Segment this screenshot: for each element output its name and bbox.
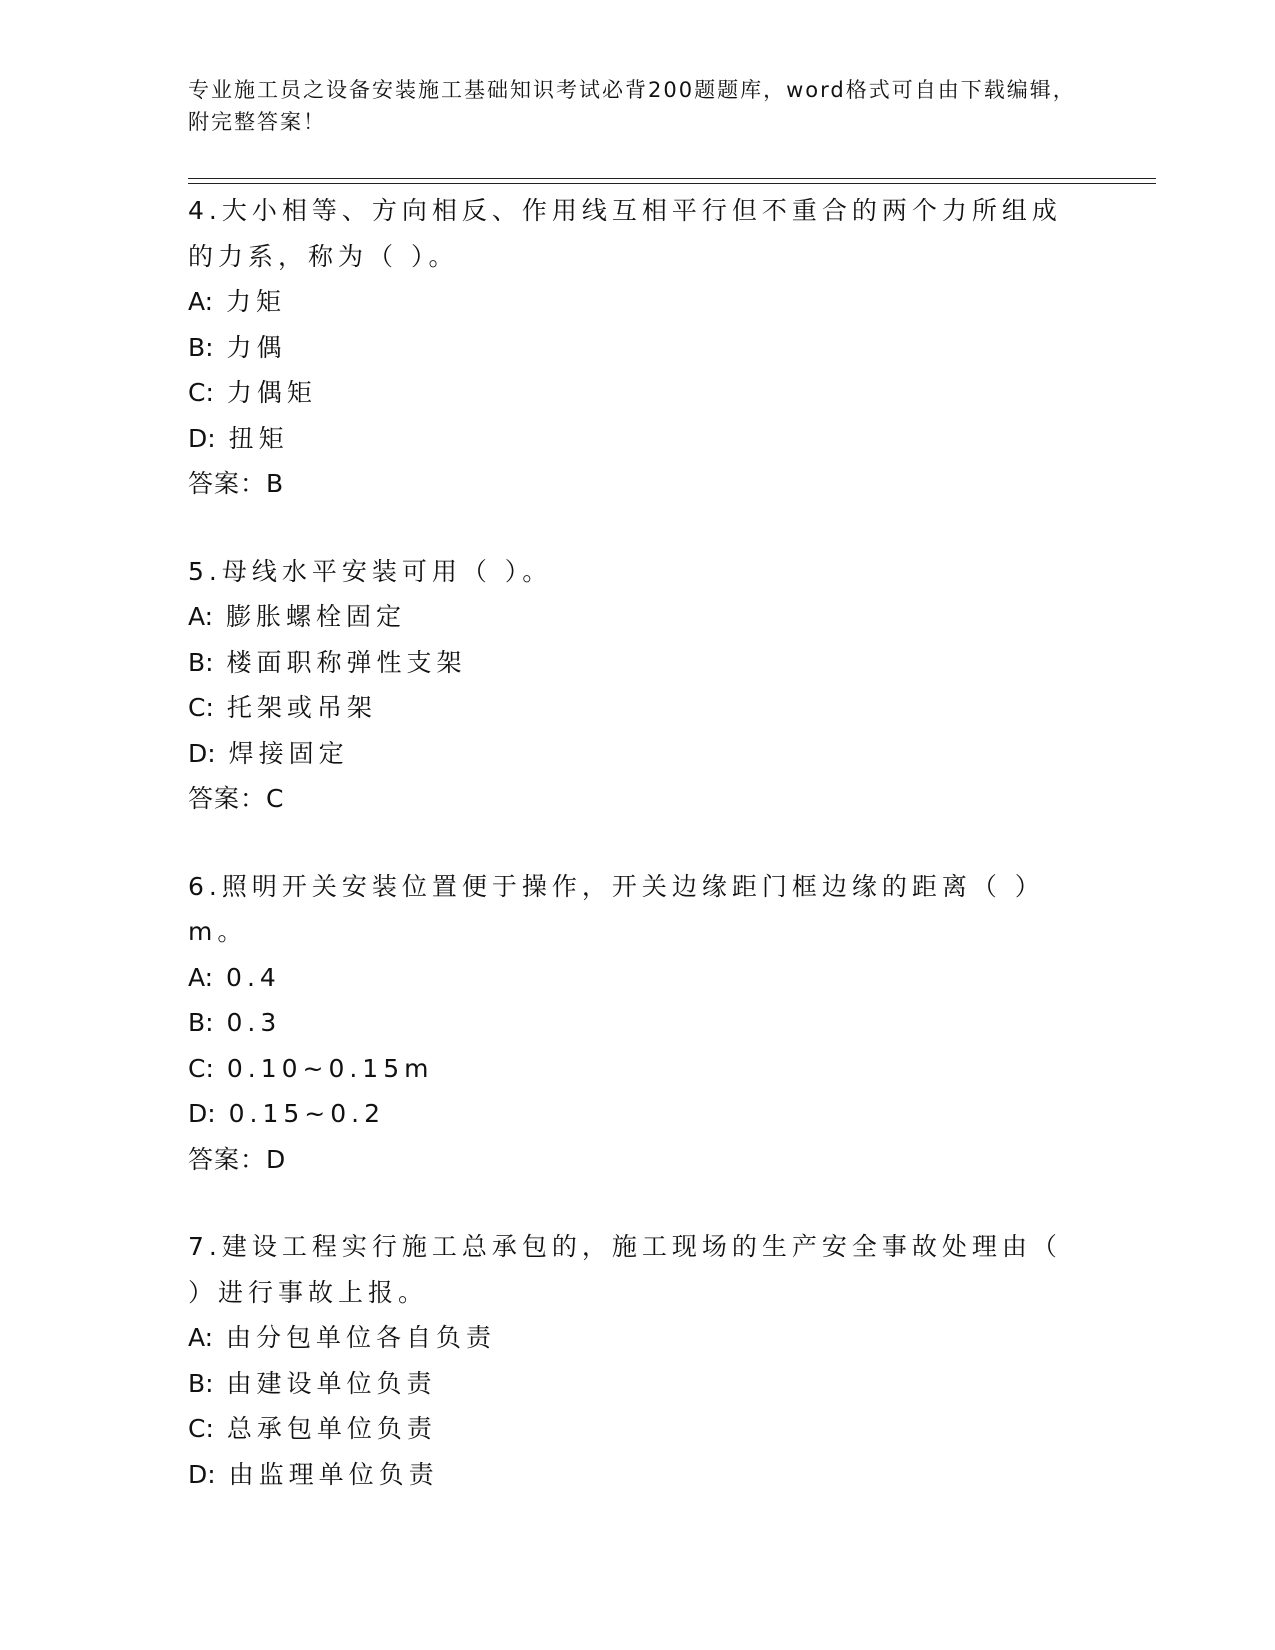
option-c xyxy=(188,685,1148,731)
option-text: 由监理单位负责 xyxy=(228,1459,439,1489)
option-text: 0.4 xyxy=(226,962,281,992)
option-d xyxy=(188,416,1148,462)
option-letter: C: xyxy=(188,1414,214,1443)
document-header: 专业施工员之设备安装施工基础知识考试必背200题题库，word格式可自由下载编辑，附完整答案！ xyxy=(188,78,1076,134)
question-stem: 5.母线水平安装可用（ ）。 xyxy=(188,556,553,586)
option-text: 扭矩 xyxy=(228,423,289,453)
option-d xyxy=(188,1452,1148,1498)
question-list xyxy=(188,188,1148,1539)
question-7 xyxy=(188,1224,1148,1497)
option-text: 楼面职称弹性支架 xyxy=(226,647,467,677)
option-letter: C: xyxy=(188,1053,214,1083)
option-letter: A: xyxy=(188,287,214,316)
option-d xyxy=(188,1091,1148,1137)
option-letter: B: xyxy=(188,1368,214,1398)
option-letter: C: xyxy=(188,378,214,407)
option-text: 总承包单位负责 xyxy=(226,1414,437,1443)
option-letter: D: xyxy=(188,1099,216,1128)
option-text: 力偶矩 xyxy=(226,378,317,407)
option-c xyxy=(188,370,1148,416)
option-text: 0.10~0.15m xyxy=(226,1053,434,1083)
answer-line: 答案：D xyxy=(188,1144,287,1174)
option-a xyxy=(188,594,1148,640)
header-divider xyxy=(188,178,1156,179)
option-text: 托架或吊架 xyxy=(226,693,377,722)
option-a xyxy=(188,1315,1148,1361)
option-letter: A: xyxy=(188,602,214,631)
option-letter: D: xyxy=(188,1459,216,1489)
option-letter: B: xyxy=(188,1008,214,1037)
option-b xyxy=(188,1361,1148,1407)
option-text: 由分包单位各自负责 xyxy=(226,1323,497,1352)
option-text: 焊接固定 xyxy=(228,738,349,768)
option-text: 由建设单位负责 xyxy=(226,1368,437,1398)
option-letter: D: xyxy=(188,738,216,768)
option-b xyxy=(188,325,1148,371)
option-c xyxy=(188,1406,1148,1452)
option-text: 0.15~0.2 xyxy=(228,1099,386,1128)
header-divider-second xyxy=(188,183,1156,184)
option-text: 力矩 xyxy=(226,287,287,316)
question-stem: 4.大小相等、方向相反、作用线互相平行但不重合的两个力所组成的力系，称为（ ）。 xyxy=(188,196,1062,271)
question-4 xyxy=(188,188,1148,507)
option-text: 力偶 xyxy=(226,332,287,362)
question-6 xyxy=(188,864,1148,1183)
option-letter: A: xyxy=(188,962,214,992)
answer-line: 答案：C xyxy=(188,784,285,813)
option-b xyxy=(188,640,1148,686)
option-b xyxy=(188,1000,1148,1046)
question-stem: 7.建设工程实行施工总承包的，施工现场的生产安全事故处理由（ ）进行事故上报。 xyxy=(188,1232,1062,1307)
answer-line: 答案：B xyxy=(188,469,285,498)
option-d xyxy=(188,731,1148,777)
option-letter: B: xyxy=(188,332,214,362)
option-letter: A: xyxy=(188,1323,214,1352)
question-5 xyxy=(188,549,1148,822)
option-text: 膨胀螺栓固定 xyxy=(226,602,407,631)
option-letter: C: xyxy=(188,693,214,722)
question-stem: 6.照明开关安装位置便于操作，开关边缘距门框边缘的距离（ ）m。 xyxy=(188,871,1045,946)
option-c xyxy=(188,1046,1148,1092)
option-text: 0.3 xyxy=(226,1008,282,1037)
option-a xyxy=(188,955,1148,1001)
option-letter: B: xyxy=(188,647,214,677)
option-a xyxy=(188,279,1148,325)
option-letter: D: xyxy=(188,423,216,453)
